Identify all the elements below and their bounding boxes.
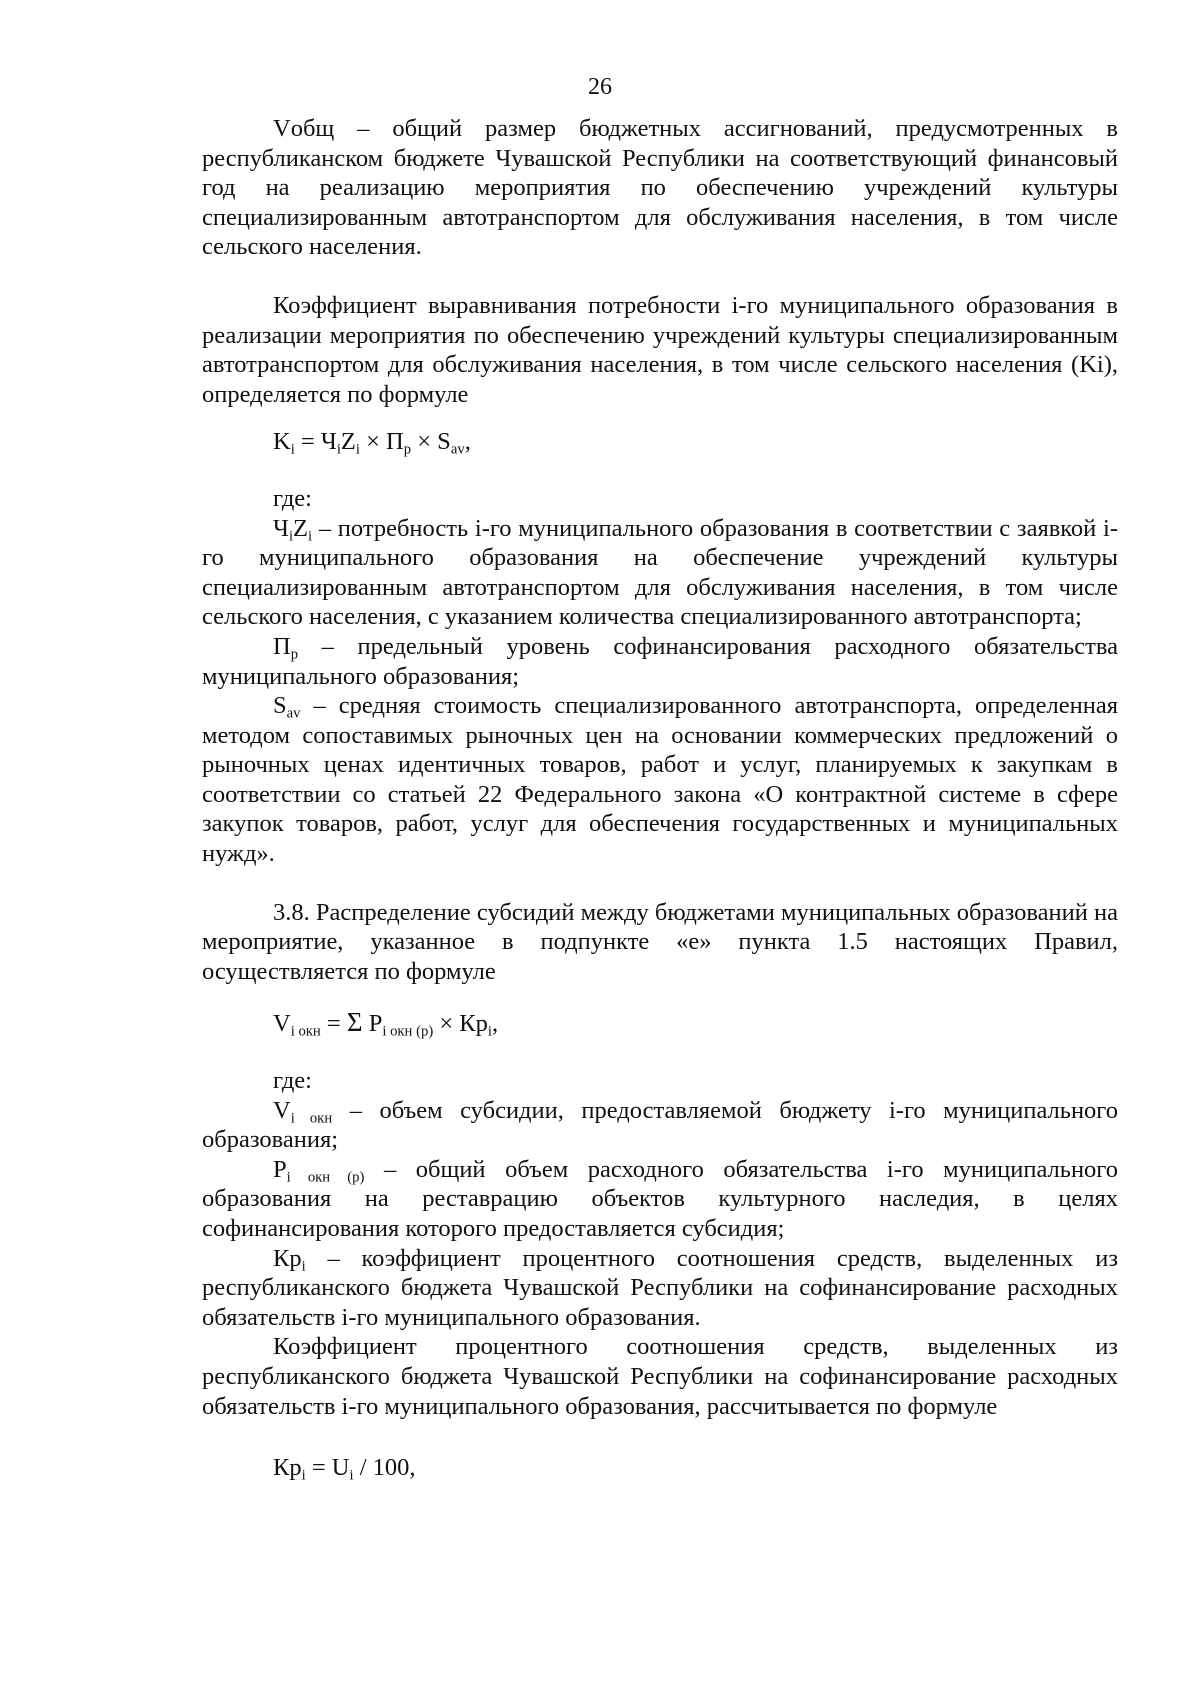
paragraph-vobsh-definition: Vобщ – общий размер бюджетных ассигнований, предусмотренных в республиканском бюджете Чувашской Республики на соответствующий финансовый год на реализацию мероприятия по обеспечению учреждений культуры специализированным автотранспортом для обслуживания населения, в том числе сельского населения. xyxy=(202,115,1118,261)
where-label-1: где: xyxy=(273,484,312,512)
formula-v-okn: $V_{i окн} = \Sigma$ $P_{i окн (р)} \times Кр_i$, xyxy=(273,1007,499,1041)
definition-p-okn: $P_{i окн (р)}$ – общий объем расходного обязательства i-го муниципального образования на реставрацию объектов культурного наследия, в целях софинансирования которого предоставляется субсидия; xyxy=(202,1155,1118,1242)
paragraph-koef-intro: Коэффициент выравнивания потребности i-го муниципального образования в реализации мероприятия по обеспечению учреждений культуры специализированным автотранспортом для обслуживания населения, в том числе сельского населения (Ki), определяется по формуле xyxy=(202,291,1118,408)
definition-chz: $Ч_iZ_i$ – потребность i-го муниципального образования в соответствии с заявкой i-го муниципального образования на обеспечение учреждений культуры специализированным автотранспортом для обслуживания населения, в том числе сельского населения, с указанием количества специализированного автотранспорта; xyxy=(202,514,1118,631)
paragraph-3-8: 3.8. Распределение субсидий между бюджетами муниципальных образований на мероприятие, указанное в подпункте «е» пункта 1.5 настоящих Правил, осуществляется по формуле xyxy=(202,898,1118,985)
definition-kp: $Кр_i$ – коэффициент процентного соотношения средств, выделенных из республиканского бюджета Чувашской Республики на софинансирование расходных обязательств i-го муниципального образования. xyxy=(202,1244,1118,1331)
document-body xyxy=(202,114,1118,1483)
page-number: 26 xyxy=(588,74,612,100)
definition-v-okn: $V_{i окн}$ – объем субсидии, предоставляемой бюджету i-го муниципального образования; xyxy=(202,1096,1118,1154)
definition-p: $П_р$ – предельный уровень софинансирования расходного обязательства муниципального образования; xyxy=(202,632,1118,690)
definition-sav: $S_{av}$ – средняя стоимость специализированного автотранспорта, определенная методом сопоставимых рыночных цен на основании коммерческих предложений о рыночных ценах идентичных товаров, работ и услуг, планируемых к закупкам в соответствии со статьей 22 Федерального закона «О контрактной системе в сфере закупок товаров, работ, услуг для обеспечения государственных и муниципальных нужд». xyxy=(202,692,1118,868)
formula-ki: $K_i = Ч_iZ_i \times П_р \times S_{av}$, xyxy=(273,428,471,459)
where-label-2: где: xyxy=(273,1067,312,1095)
paragraph-kp-intro: Коэффициент процентного соотношения средств, выделенных из республиканского бюджета Чувашской Республики на софинансирование расходных обязательств i-го муниципального образования, рассчитывается по формуле xyxy=(202,1333,1118,1420)
formula-kp: $Кр_i = U_i / 100$, xyxy=(273,1454,416,1484)
